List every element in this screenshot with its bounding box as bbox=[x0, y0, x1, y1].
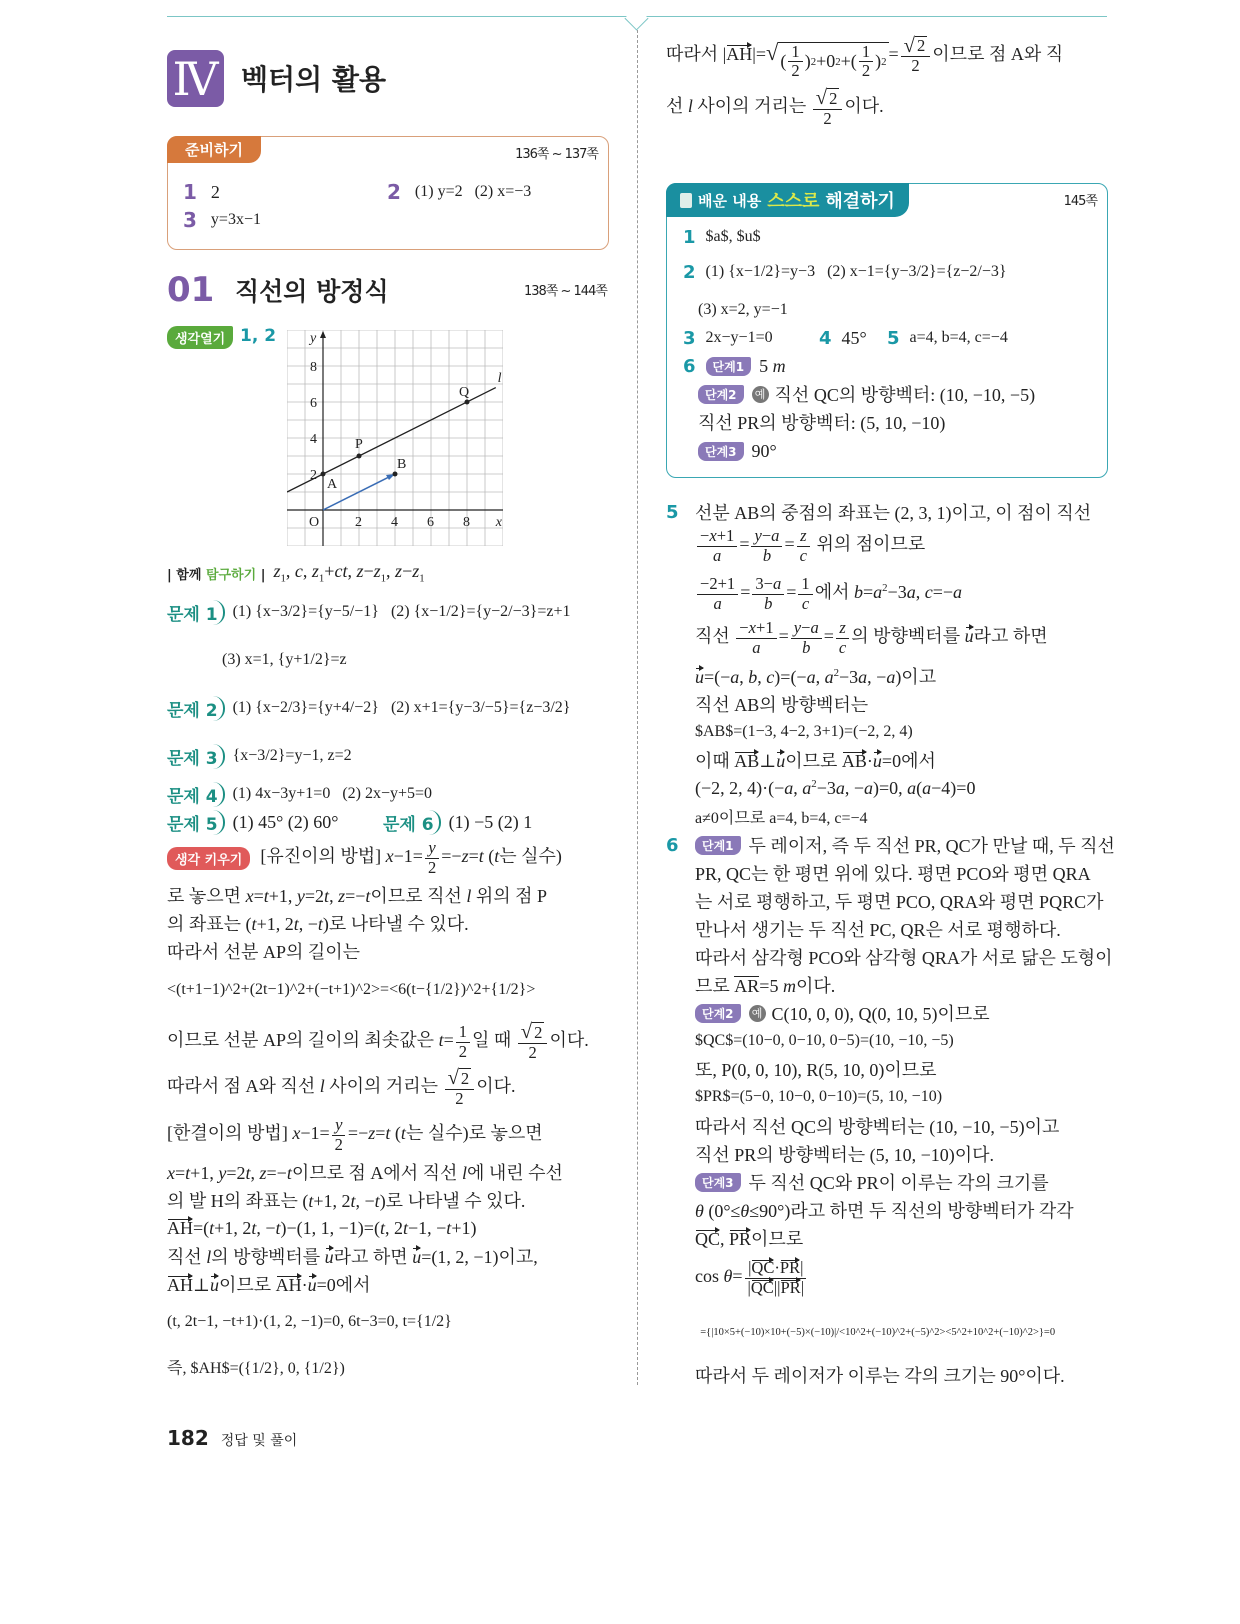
grow-label: 생각 키우기 bbox=[167, 847, 250, 870]
math-text: 또, P(0, 0, 10), R(5, 10, 0)이므로 bbox=[695, 1060, 937, 1080]
math-text: 이므로 선분 AP의 길이의 최솟값은 t= $\frac{1}{2}$ 일 때 √ 2 2 이다. bbox=[167, 1021, 589, 1062]
math-text: PR, QC는 한 평면 위에 있다. 평면 PCO와 평면 QRA bbox=[695, 864, 1091, 884]
math-text: 두 직선 QC와 PR이 이루는 각의 크기를 bbox=[748, 1173, 1049, 1193]
fraction: $\frac{z}{c}$ bbox=[836, 619, 849, 656]
y-axis-label: y bbox=[310, 331, 317, 346]
math-text: 의 발 H의 좌표는 (t+1, 2t, −t)로 나타낼 수 있다. bbox=[167, 1191, 526, 1211]
prep-answer-text: (1) y=2 (2) x=−3 bbox=[414, 183, 532, 200]
answer-text: 즉, $AH$=({1/2}, 0, {1/2}) bbox=[167, 1359, 345, 1377]
step-badge: 단계1 bbox=[695, 836, 741, 855]
square-root: √ ( $\frac{1}{2}$ ) 2 +0 2 +( $\frac{1}{2}$ ) 2 bbox=[766, 39, 887, 81]
math-text: (1) 45° (2) 60° bbox=[232, 811, 339, 832]
math-text: 따라서 선분 AP의 길이는 bbox=[167, 942, 361, 962]
x-tick-label: 6 bbox=[427, 515, 434, 530]
square-root: √ 2 bbox=[520, 1021, 543, 1044]
answer-number: 6 bbox=[683, 355, 696, 377]
vector: PR bbox=[729, 1229, 752, 1249]
answer-page: Ⅳ 벡터의 활용 준비하기 136쪽 ~ 137쪽 1 2 2 (1) y=2 (2) x=−3 3 y=3x−1 01 직선의 방정식 138쪽 ~ 144쪽 생각열기 1, 2 2 4 6 8 2 4 6 8 O x y l A P Q B | 함께 탐구하기 | $z_1$, c, $z_1+ct$, $z-z_1$, $z-z_1$ 문제 1 (1) {x−3/2}={y−5/−1} (2) {x−1/2}={y−2/−3}=z+1 (3) x=1, {y+1/2}=z 문제 2 (1) {x−2/3}={y+4/−2} (2) x+1={y−3/−5}={z−3/2} 문제 3 {x−3/2}=y−1, z=2 문제 4 (1) 4x−3y+1=0 (2) 2x−y+5=0 문제 5 (1) 45° (2) 60° 문제 6 (1) −5 (2) 1 생각 키우기 [유진이의 방법] x−1= $\frac{y}{2}$ =−z=t (t는 실수) 로 놓으면 x=t+1, y=2t, z=−t이므로 직선 l 위의 점 P 의 좌표는 (t+1, 2t, −t)로 나타낼 수 있다. 따라서 선분 AP의 길이는 <(t+1−1)^2+(2t−1)^2+(−t+1)^2>=<6(t−{1/2})^2+{1/2}> 이므로 선분 AP의 길이의 최솟값은 t= $\frac{1}{2}$ 일 때 √ 2 2 이다. 따라서 점 A와 직선 l 사이의 거리는 √ 2 2 이다. [한결이의 방법] x−1= $\frac{y}{2}$ =−z=t (t는 실수)로 놓으면 x=t+1, y=2t, z=−t이므로 점 A에서 직선 l에 내린 수선 의 발 H의 좌표는 (t+1, 2t, −t)로 나타낼 수 있다. AH=(t+1, 2t, −t)−(1, 1, −1)=(t, 2t−1, −t+1) 직선 l의 방향벡터를 u라고 하면 u=(1, 2, −1)이고, AH⊥u이므로 AH·u=0에서 (t, 2t−1, −t+1)·(1, 2, −1)=0, 6t−3=0, t={1/2} 즉, $AH$=({1/2}, 0, {1/2}) 따라서 |AH|= √ ( $\frac{1}{2}$ ) 2 +0 2 +( $\frac{1}{2}$ ) 2 = √ 2 2 이므로 점 A와 직 선 l 사이의 거리는 √ 2 2 이다. 배운 내용 스스로 해결하기 145쪽 1 $a$, $u$ 2 (1) {x−1/2}=y−3 (2) x−1={y−3/2}={z−2/−3} (3) x=2, y=−1 3 2x−y−1=0 4 45° 5 a=4, b=4, c=−4 6 단계1 5 m 단계2 예 직선 QC의 방향벡터: (10, −10, −5) 직선 PR의 방향벡터: (5, 10, −10) 단계3 90° 선분 AB의 중점의 좌표는 (2, 3, 1)이고, 이 점이 직선 $\frac{-x+1}{a}$ = $\frac{y-a}{b}$ = $\frac{z}{c}$ 위의 점이므로 $\frac{-2+1}{a}$ = $\frac{3-a}{b}$ = $\frac{1}{c}$ 에서 $b=a^2-3a$, c=−a 직선 $\frac{-x+1}{a}$ = $\frac{y-a}{b}$ = $\frac{z}{c}$ 의 방향벡터를 u라고 하면 u=(−a, b, c)=(−a, $a^2-3a$, −a)이고 직선 AB의 방향벡터는 $AB$=(1−3, 4−2, 3+1)=(−2, 2, 4) 이때 AB⊥u이므로 AB·u=0에서 (−2, 2, 4)·(−a, $a^2-3a$, −a)=0, a(a−4)=0 a≠0이므로 a=4, b=4, c=−4 5 단계1 두 레이저, 즉 두 직선 PR, QC가 만날 때, 두 직선 PR, QC는 한 평면 위에 있다. 평면 PCO와 평면 QRA 는 서로 평행하고, 두 평면 PCO, QRA와 평면 PQRC가 만나서 생기는 두 직선 PC, QR은 서로 평행하다. 따라서 삼각형 PCO와 삼각형 QRA가 서로 닮은 도형이 므로 AR=5 m이다. 단계2 예 C(10, 0, 0), Q(0, 10, 5)이므로 $QC$=(10−0, 0−10, 0−5)=(10, −10, −5) 또, P(0, 0, 10), R(5, 10, 0)이므로 $PR$=(5−0, 10−0, 0−10)=(5, 10, −10) 따라서 직선 QC의 방향벡터는 (10, −10, −5)이고 직선 PR의 방향벡터는 (5, 10, −10)이다. 단계3 두 직선 QC와 PR이 이루는 각의 크기를 θ (0°≤θ≤90°)라고 하면 두 직선의 방향벡터가 각각 QC, PR이므로 cos θ= $\frac{|QC\cdot PR|}{|QC||PR|}$ ={|10×5+(−10)×10+(−5)×(−10)|/<10^2+(−10)^2+(−5)^2><5^2+10^2+(−10)^2>}=0 따라서 두 레이저가 이루는 각의 크기는 90°이다. 6 182 정답 및 풀이 bbox=[0, 0, 1240, 1624]
math-text: 두 레이저, 즉 두 직선 PR, QC가 만날 때, 두 직선 bbox=[748, 836, 1115, 856]
math-text: 직선 PR의 방향벡터는 (5, 10, −10)이다. bbox=[695, 1145, 995, 1165]
section-pages: 138쪽 ~ 144쪽 bbox=[524, 284, 607, 299]
math-text: $\frac{-x+1}{a}$ = $\frac{y-a}{b}$ = $\frac{z}{c}$ 위의 점이므로 bbox=[695, 527, 925, 564]
vector: AH bbox=[167, 1217, 193, 1238]
step-badge: 단계3 bbox=[695, 1173, 741, 1192]
vector: AH bbox=[167, 1275, 193, 1295]
chapter-number-badge: Ⅳ bbox=[167, 50, 224, 107]
coordinate-graph bbox=[287, 330, 503, 546]
square-root: √ 2 bbox=[903, 34, 926, 57]
problem-answer: (3) x=1, {y+1/2}=z bbox=[222, 651, 347, 668]
vector: u bbox=[412, 1247, 422, 1267]
math-text: 의 좌표는 (t+1, 2t, −t)로 나타낼 수 있다. bbox=[167, 914, 469, 934]
origin-label: O bbox=[309, 515, 320, 530]
fraction: $\frac{y-a}{b}$ bbox=[791, 619, 822, 656]
answer-text: $a$, $u$ bbox=[705, 228, 761, 245]
vector: PR bbox=[780, 1277, 801, 1297]
problem-answer: (1) {x−2/3}={y+4/−2} (2) x+1={y−3/−5}={z−3/2} bbox=[232, 699, 571, 716]
math-text: 만나서 생기는 두 직선 PC, QR은 서로 평행하다. bbox=[695, 920, 1061, 940]
math-text: (−2, 2, 4)·(−a, $a^2-3a$, −a)=0, a(a−4)=0 bbox=[695, 777, 976, 798]
step-badge: 단계2 bbox=[695, 1004, 741, 1023]
prep-pages: 136쪽 ~ 137쪽 bbox=[515, 147, 598, 162]
vector: QC bbox=[750, 1277, 774, 1297]
math-text: 선분 AB의 중점의 좌표는 (2, 3, 1)이고, 이 점이 직선 bbox=[695, 503, 1092, 523]
math-text: 직선 PR의 방향벡터: (5, 10, −10) bbox=[698, 413, 946, 433]
point-label: A bbox=[327, 477, 338, 492]
vector: QC bbox=[695, 1229, 721, 1249]
vector: AH bbox=[726, 43, 753, 64]
math-text: cos θ= $\frac{|QC\cdot PR|}{|QC||PR|}$ bbox=[695, 1259, 809, 1296]
answer-number: 3 bbox=[683, 327, 696, 349]
fraction: $\frac{3-a}{b}$ bbox=[752, 575, 784, 612]
math-text: 45° bbox=[841, 327, 867, 348]
x-tick-label: 8 bbox=[463, 515, 470, 530]
review-label: 배운 내용 스스로 해결하기 bbox=[666, 183, 909, 217]
math-text: C(10, 0, 0), Q(0, 10, 5)이므로 bbox=[771, 1004, 990, 1024]
segment: AR bbox=[734, 976, 760, 996]
fraction: $\frac{y}{2}$ bbox=[425, 839, 439, 876]
math-text: 직선 AB의 방향벡터는 bbox=[695, 695, 869, 715]
prep-answer-text: y=3x−1 bbox=[210, 211, 261, 228]
math-text: 직선 QC의 방향벡터: (10, −10, −5) bbox=[774, 385, 1036, 405]
y-tick-label: 8 bbox=[310, 360, 317, 375]
answer-text: a=4, b=4, c=−4 bbox=[909, 329, 1008, 346]
together-label: | 함께 탐구하기 | bbox=[167, 567, 266, 583]
fraction: $\frac{y}{2}$ bbox=[332, 1116, 346, 1153]
answer-text: (1) {x−1/2}=y−3 (2) x−1={y−3/2}={z−2/−3} bbox=[705, 263, 1007, 280]
answer-number: 2 bbox=[683, 261, 696, 283]
math-text: 는 서로 평행하고, 두 평면 PCO, QRA와 평면 PQRC가 bbox=[695, 892, 1104, 912]
math-text: 따라서 두 레이저가 이루는 각의 크기는 90°이다. bbox=[695, 1366, 1065, 1386]
step-badge: 단계1 bbox=[706, 357, 752, 376]
fraction: $\frac{1}{c}$ bbox=[798, 575, 812, 612]
vector: u bbox=[695, 667, 704, 687]
vector: AB bbox=[841, 751, 867, 771]
answer-text: ={|10×5+(−10)×10+(−5)×(−10)|/<10^2+(−10)^2+(−5)^2><5^2+10^2+(−10)^2>}=0 bbox=[695, 1326, 1056, 1338]
math-text: x=t+1, y=2t, z=−t이므로 점 A에서 직선 l에 내린 수선 bbox=[167, 1163, 563, 1183]
think-open-label: 생각열기 bbox=[167, 326, 233, 349]
vector: AB bbox=[734, 751, 760, 771]
math-text: θ (0°≤θ≤90°)라고 하면 두 직선의 방향벡터가 각각 bbox=[695, 1201, 1074, 1221]
answer-number: 1 bbox=[683, 226, 696, 248]
math-text: QC, PR이므로 bbox=[695, 1229, 804, 1249]
fraction: $\frac{|QC\cdot PR|}{|QC||PR|}$ bbox=[745, 1259, 808, 1296]
section-number: 01 bbox=[167, 270, 215, 310]
math-text: AH=(t+1, 2t, −t)−(1, 1, −1)=(t, 2t−1, −t+1) bbox=[167, 1217, 477, 1238]
y-tick-label: 6 bbox=[310, 396, 317, 411]
x-tick-label: 2 bbox=[355, 515, 362, 530]
answer-text: a≠0이므로 a=4, b=4, c=−4 bbox=[695, 809, 868, 827]
vector: u bbox=[324, 1247, 334, 1267]
point-label: Q bbox=[459, 385, 470, 400]
page-number: 182 bbox=[167, 1426, 209, 1450]
answer-text: $AB$=(1−3, 4−2, 3+1)=(−2, 2, 4) bbox=[695, 723, 913, 740]
y-axis-arrow-icon bbox=[320, 331, 326, 338]
point-label: P bbox=[355, 437, 363, 452]
vector: u bbox=[964, 626, 974, 647]
x-tick-label: 4 bbox=[391, 515, 398, 530]
math-text: 선 l 사이의 거리는 √ 2 2 이다. bbox=[666, 87, 884, 128]
fraction: $\frac{1}{2}$ bbox=[456, 1023, 470, 1060]
fraction: $\frac{y-a}{b}$ bbox=[751, 527, 782, 564]
math-text: 5 m bbox=[759, 355, 786, 376]
math-text: 직선 l의 방향벡터를 u라고 하면 u=(1, 2, −1)이고, bbox=[167, 1247, 538, 1267]
point-Q bbox=[465, 400, 470, 405]
review-pages: 145쪽 bbox=[1063, 194, 1097, 209]
fraction: $\frac{z}{c}$ bbox=[797, 527, 810, 564]
answer-text: (t, 2t−1, −t+1)·(1, 2, −1)=0, 6t−3=0, t={1/2} bbox=[167, 1313, 452, 1330]
fraction: $\frac{-2+1}{a}$ bbox=[697, 575, 738, 612]
answer-text: $QC$=(10−0, 0−10, 0−5)=(10, −10, −5) bbox=[695, 1032, 954, 1049]
vector: PR bbox=[779, 1258, 801, 1278]
vector: u bbox=[209, 1275, 219, 1295]
math-text: [유진이의 방법] x−1= $\frac{y}{2}$ =−z=t (t는 실수) bbox=[260, 838, 562, 877]
math-text: u=(−a, b, c)=(−a, $a^2-3a$, −a)이고 bbox=[695, 667, 937, 687]
math-text: 직선 $\frac{-x+1}{a}$ = $\frac{y-a}{b}$ = $\frac{z}{c}$ 의 방향벡터를 u라고 하면 bbox=[695, 618, 1048, 657]
answer-number: 4 bbox=[819, 327, 832, 349]
math-text: (1) −5 (2) 1 bbox=[448, 811, 533, 832]
page-footer bbox=[167, 1426, 297, 1450]
point-B bbox=[393, 472, 398, 477]
math-text: $z_1$, c, $z_1+ct$, $z-z_1$, $z-z_1$ bbox=[273, 561, 425, 585]
top-rule-notch bbox=[624, 6, 648, 30]
math-text: [한결이의 방법] x−1= $\frac{y}{2}$ =−z=t (t는 실수)로 놓으면 bbox=[167, 1115, 543, 1154]
column-divider bbox=[637, 30, 638, 1385]
vector: AH bbox=[275, 1275, 302, 1295]
vector: u bbox=[872, 751, 882, 771]
fraction: $\frac{1}{2}$ bbox=[788, 43, 802, 80]
answer-text: <(t+1−1)^2+(2t−1)^2+(−t+1)^2>=<6(t−{1/2})^2+{1/2}> bbox=[167, 981, 536, 998]
math-text: AH⊥u이므로 AH·u=0에서 bbox=[167, 1275, 371, 1295]
problem-answer: (1) {x−3/2}={y−5/−1} (2) {x−1/2}={y−2/−3}=z+1 bbox=[232, 603, 571, 620]
footer-label: 정답 및 풀이 bbox=[220, 1433, 298, 1449]
math-text: 90° bbox=[751, 440, 777, 461]
fraction: √ 2 2 bbox=[518, 1022, 548, 1062]
fraction: $\frac{-x+1}{a}$ bbox=[736, 619, 776, 656]
point-P bbox=[357, 454, 362, 459]
answer-text: 2x−y−1=0 bbox=[705, 329, 773, 346]
math-text: $\frac{-2+1}{a}$ = $\frac{3-a}{b}$ = $\frac{1}{c}$ 에서 $b=a^2-3a$, c=−a bbox=[695, 575, 962, 612]
math-text: 2 bbox=[210, 181, 220, 202]
problem-answer: {x−3/2}=y−1, z=2 bbox=[232, 747, 352, 764]
math-text: 따라서 |AH|= √ ( $\frac{1}{2}$ ) 2 +0 2 +( $\frac{1}{2}$ ) 2 = √ 2 2 이므로 점 A와 직 bbox=[666, 34, 1064, 81]
step-badge: 단계3 bbox=[698, 442, 744, 461]
math-text: 로 놓으면 x=t+1, y=2t, z=−t이므로 직선 l 위의 점 P bbox=[167, 886, 548, 906]
problem-answer: (1) 4x−3y+1=0 (2) 2x−y+5=0 bbox=[232, 785, 433, 802]
math-text: 따라서 삼각형 PCO와 삼각형 QRA가 서로 닮은 도형이 bbox=[695, 948, 1113, 968]
math-text: 따라서 직선 QC의 방향벡터는 (10, −10, −5)이고 bbox=[695, 1117, 1060, 1137]
vector: u bbox=[776, 751, 786, 771]
vector: QC bbox=[751, 1258, 775, 1278]
answer-text: $PR$=(5−0, 10−0, 0−10)=(5, 10, −10) bbox=[695, 1088, 943, 1105]
answer-text: (3) x=2, y=−1 bbox=[698, 301, 788, 318]
step-badge: 단계2 bbox=[698, 385, 744, 404]
example-icon: 예 bbox=[752, 386, 769, 403]
line-label: l bbox=[497, 371, 502, 387]
math-text: 이때 AB⊥u이므로 AB·u=0에서 bbox=[695, 751, 936, 771]
fraction: $\frac{-x+1}{a}$ bbox=[697, 527, 737, 564]
vector: u bbox=[307, 1275, 317, 1295]
example-icon: 예 bbox=[749, 1005, 766, 1022]
fraction: √ 2 2 bbox=[813, 88, 843, 128]
point-A bbox=[321, 472, 326, 477]
chapter-title: 벡터의 활용 bbox=[241, 63, 386, 96]
x-axis-label: x bbox=[495, 515, 503, 530]
fraction: $\frac{1}{2}$ bbox=[859, 43, 873, 80]
math-text: 므로 AR=5 m이다. bbox=[695, 976, 836, 996]
prep-label: 준비하기 bbox=[167, 136, 261, 163]
square-root: √ 2 bbox=[447, 1067, 470, 1090]
y-tick-label: 2 bbox=[310, 468, 317, 483]
math-text: 따라서 점 A와 직선 l 사이의 거리는 √ 2 2 이다. bbox=[167, 1067, 516, 1108]
y-tick-label: 4 bbox=[310, 432, 317, 447]
section-title: 직선의 방정식 bbox=[235, 277, 389, 306]
point-label: B bbox=[397, 457, 407, 472]
answer-number: 5 bbox=[887, 327, 900, 349]
square-root: √ 2 bbox=[815, 87, 838, 110]
think-open-answer: 1, 2 bbox=[240, 326, 277, 346]
notebook-icon bbox=[680, 193, 692, 208]
fraction: √ 2 2 bbox=[445, 1068, 475, 1108]
fraction: √ 2 2 bbox=[901, 36, 931, 76]
